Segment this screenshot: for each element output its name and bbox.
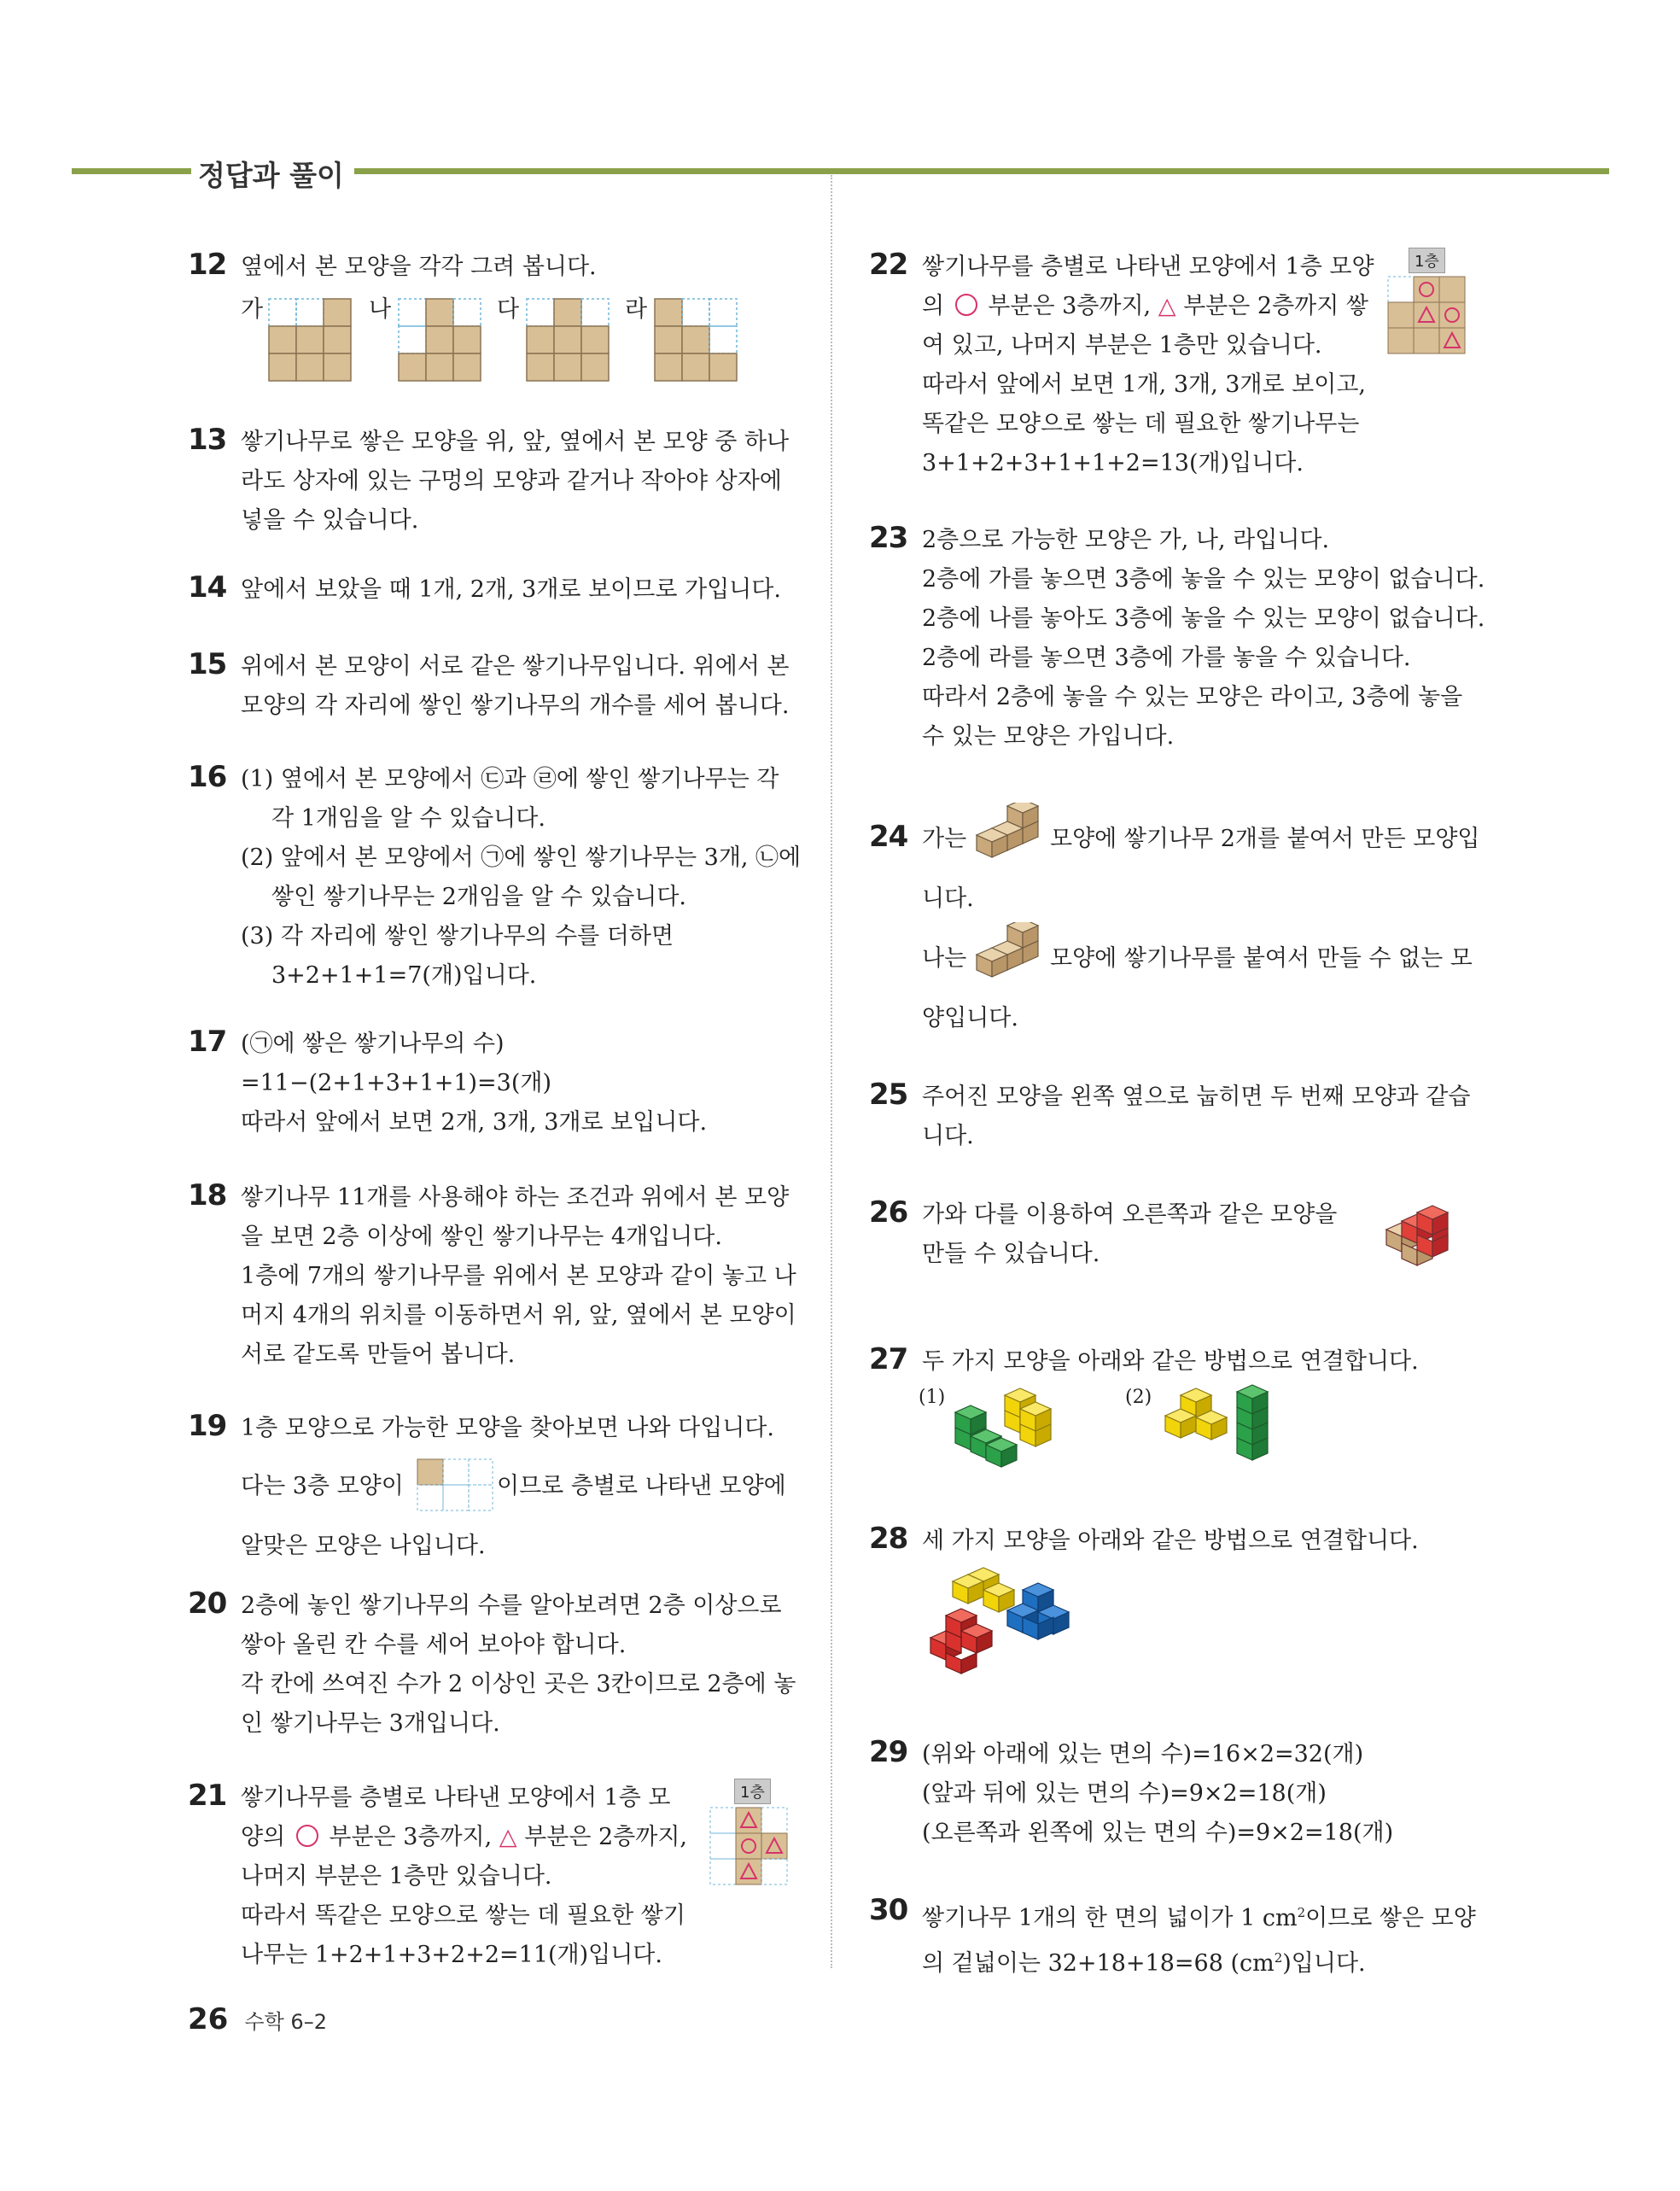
text-line: 쌓아 올린 칸 수를 세어 보아야 합니다. bbox=[241, 1632, 627, 1658]
text-line: 따라서 똑같은 모양으로 쌓는 데 필요한 쌓기 bbox=[241, 1902, 685, 1929]
problem-number: 23 bbox=[869, 521, 908, 555]
layer1-grid bbox=[1386, 275, 1472, 360]
text-line: 인 쌓기나무는 3개입니다. bbox=[241, 1710, 500, 1737]
text-line: 머지 4개의 위치를 이동하면서 위, 앞, 옆에서 본 모양이 bbox=[241, 1302, 796, 1329]
text-line: 쌓기나무 11개를 사용해야 하는 조건과 위에서 본 모양 bbox=[241, 1184, 790, 1211]
text-line: 양의 부분은 3층까지, △ 부분은 2층까지, bbox=[241, 1824, 687, 1850]
text-line: 따라서 앞에서 보면 2개, 3개, 3개로 보입니다. bbox=[241, 1109, 708, 1136]
column-divider bbox=[831, 175, 832, 1968]
page-footer bbox=[188, 2002, 327, 2036]
problem-number: 20 bbox=[188, 1586, 227, 1621]
text-line: 두 가지 모양을 아래와 같은 방법으로 연결합니다. bbox=[922, 1348, 1419, 1375]
text-line: 주어진 모양을 왼쪽 옆으로 눕히면 두 번째 모양과 같습 bbox=[922, 1084, 1471, 1110]
text-line: 나무는 1+2+1+3+2+2=11(개)입니다. bbox=[241, 1942, 662, 1968]
combined-block-shape bbox=[1381, 1195, 1467, 1281]
book-title: 수학 6–2 bbox=[244, 2010, 327, 2034]
block-shape-ga bbox=[965, 803, 1050, 868]
text-line: 위에서 본 모양이 서로 같은 쌓기나무입니다. 위에서 본 bbox=[241, 653, 790, 680]
text-line: 3+2+1+1=7(개)입니다. bbox=[271, 962, 537, 989]
text-line: 넣을 수 있습니다. bbox=[241, 507, 419, 534]
problem-number: 22 bbox=[869, 248, 908, 282]
green-yellow-block bbox=[950, 1383, 1078, 1477]
circle-icon bbox=[296, 1825, 318, 1847]
text-line: 2층에 놓인 쌓기나무의 수를 알아보려면 2층 이상으로 bbox=[241, 1592, 782, 1619]
text-line: (앞과 뒤에 있는 면의 수)=9×2=18(개) bbox=[922, 1780, 1327, 1807]
text-fragment: 다는 3층 모양이 bbox=[241, 1473, 404, 1499]
text-fragment: 가는 bbox=[922, 826, 967, 852]
problem-number: 19 bbox=[188, 1409, 227, 1443]
text-line: 수 있는 모양은 가입니다. bbox=[922, 723, 1175, 750]
text-line: 니다. bbox=[922, 885, 974, 912]
problem-number: 17 bbox=[188, 1025, 227, 1059]
text-line: 양입니다. bbox=[922, 1005, 1018, 1031]
header-rule-right bbox=[354, 168, 1609, 174]
text-line: 따라서 앞에서 보면 1개, 3개, 3개로 보이고, bbox=[922, 371, 1367, 398]
text-line: 1층에 7개의 쌓기나무를 위에서 본 모양과 같이 놓고 나 bbox=[241, 1263, 796, 1289]
text-line: 2층에 가를 놓으면 3층에 놓을 수 있는 모양이 없습니다. bbox=[922, 566, 1485, 593]
text-line: 여 있고, 나머지 부분은 1층만 있습니다. bbox=[922, 332, 1322, 359]
problem-number: 28 bbox=[869, 1522, 908, 1556]
side-view-diagrams bbox=[188, 248, 802, 393]
label-da: 다 bbox=[497, 296, 520, 323]
sub-label: (1) bbox=[919, 1387, 946, 1408]
text-line: 앞에서 보았을 때 1개, 2개, 3개로 보이므로 가입니다. bbox=[241, 576, 781, 603]
block-shape-na bbox=[965, 922, 1050, 987]
text-line: 의 겉넓이는 32+18+18=68 $(cm^2)$입니다. bbox=[922, 1950, 1366, 1977]
label-ga: 가 bbox=[241, 296, 264, 323]
text-line: (㉠에 쌓은 쌓기나무의 수) bbox=[241, 1031, 505, 1057]
text-line: 2층에 나를 놓아도 3층에 놓을 수 있는 모양이 없습니다. bbox=[922, 605, 1485, 632]
problem-number: 26 bbox=[869, 1195, 908, 1230]
problem-number: 30 bbox=[869, 1893, 908, 1927]
text-line: 1층 모양으로 가능한 모양을 찾아보면 나와 다입니다. bbox=[241, 1415, 774, 1441]
text-line: 만들 수 있습니다. bbox=[922, 1241, 1100, 1267]
text-line: 따라서 2층에 놓을 수 있는 모양은 라이고, 3층에 놓을 bbox=[922, 684, 1463, 710]
header-title: 정답과 풀이 bbox=[198, 159, 344, 192]
problem-number: 15 bbox=[188, 647, 227, 681]
text-line: 똑같은 모양으로 쌓는 데 필요한 쌓기나무는 bbox=[922, 411, 1360, 437]
text-line: 세 가지 모양을 아래와 같은 방법으로 연결합니다. bbox=[922, 1528, 1419, 1554]
triangle-icon: △ bbox=[499, 1824, 517, 1850]
text-line: =11−(2+1+3+1+1)=3(개) bbox=[241, 1070, 552, 1096]
text-line: 의 부분은 3층까지, △ 부분은 2층까지 쌓 bbox=[922, 293, 1368, 319]
text-line: 쌓인 쌓기나무는 2개임을 알 수 있습니다. bbox=[271, 884, 686, 910]
circle-icon bbox=[955, 294, 977, 316]
problem-number: 12 bbox=[188, 248, 227, 282]
problem-number: 24 bbox=[869, 820, 908, 854]
sub-label: (2) bbox=[1125, 1387, 1152, 1408]
header-rule-left bbox=[72, 168, 191, 174]
text-line: 2층에 라를 놓으면 3층에 가를 놓을 수 있습니다. bbox=[922, 645, 1411, 671]
text-line: 각 칸에 쓰여진 수가 2 이상인 곳은 3칸이므로 2층에 놓 bbox=[241, 1671, 796, 1697]
layer-badge: 1층 bbox=[734, 1779, 771, 1804]
text-line: 을 보면 2층 이상에 쌓인 쌓기나무는 4개입니다. bbox=[241, 1224, 722, 1250]
text-line: (3) 각 자리에 쌓인 쌓기나무의 수를 더하면 bbox=[241, 923, 674, 949]
text-line: 2층으로 가능한 모양은 가, 나, 라입니다. bbox=[922, 527, 1330, 553]
text-line: 3+1+2+3+1+1+2=13(개)입니다. bbox=[922, 450, 1304, 476]
text-fragment: 모양에 쌓기나무 2개를 붙여서 만든 모양입 bbox=[1050, 826, 1480, 852]
text-line: (위와 아래에 있는 면의 수)=16×2=32(개) bbox=[922, 1741, 1364, 1767]
text-line: 가와 다를 이용하여 오른쪽과 같은 모양을 bbox=[922, 1201, 1338, 1228]
triangle-icon: △ bbox=[1158, 293, 1176, 319]
layer1-grid bbox=[709, 1806, 794, 1891]
text-fragment: 나는 bbox=[922, 945, 967, 972]
text-line: (오른쪽과 왼쪽에 있는 면의 수)=9×2=18(개) bbox=[922, 1820, 1394, 1846]
yellow-green-block bbox=[1155, 1383, 1283, 1477]
text-line: 쌓기나무로 쌓은 모양을 위, 앞, 옆에서 본 모양 중 하나 bbox=[241, 429, 790, 455]
text-line: 알맞은 모양은 나입니다. bbox=[241, 1533, 486, 1559]
text-line: 쌓기나무를 층별로 나타낸 모양에서 1층 모 bbox=[241, 1785, 671, 1811]
label-ra: 라 bbox=[625, 296, 648, 323]
text-line: 니다. bbox=[922, 1123, 974, 1149]
text-line: 모양의 각 자리에 쌓인 쌓기나무의 개수를 세어 봅니다. bbox=[241, 692, 790, 719]
text-line: (2) 앞에서 본 모양에서 ㉠에 쌓인 쌓기나무는 3개, ㉡에 bbox=[241, 844, 802, 871]
text-line: 라도 상자에 있는 구멍의 모양과 같거나 작아야 상자에 bbox=[241, 468, 782, 494]
problem-number: 18 bbox=[188, 1178, 227, 1212]
text-line: (1) 옆에서 본 모양에서 ㉢과 ㉣에 쌓인 쌓기나무는 각 bbox=[241, 766, 779, 792]
text-line: 나머지 부분은 1층만 있습니다. bbox=[241, 1863, 552, 1890]
problem-number: 21 bbox=[188, 1779, 227, 1813]
page-header bbox=[0, 159, 1680, 192]
problem-number: 13 bbox=[188, 423, 227, 457]
text-line: 서로 같도록 만들어 봅니다. bbox=[241, 1341, 516, 1368]
text-fragment: 이므로 층별로 나타낸 모양에 bbox=[497, 1473, 786, 1499]
text-line: 각 1개임을 알 수 있습니다. bbox=[271, 805, 545, 832]
label-na: 나 bbox=[369, 296, 392, 323]
text-line: 옆에서 본 모양을 각각 그려 봅니다. bbox=[241, 254, 597, 280]
page-number: 26 bbox=[188, 2002, 229, 2036]
text-fragment: 모양에 쌓기나무를 붙여서 만들 수 없는 모 bbox=[1050, 945, 1473, 972]
text-line: 쌓기나무를 층별로 나타낸 모양에서 1층 모양 bbox=[922, 254, 1374, 280]
text-line: 쌓기나무 1개의 한 면의 넓이가 1 $cm^2$이므로 쌓은 모양 bbox=[922, 1905, 1476, 1931]
layer-grid-diagram bbox=[417, 1458, 493, 1515]
problem-number: 16 bbox=[188, 760, 227, 794]
problem-number: 29 bbox=[869, 1735, 908, 1769]
problem-number: 27 bbox=[869, 1342, 908, 1376]
problem-number: 14 bbox=[188, 570, 227, 605]
three-color-block bbox=[920, 1564, 1091, 1684]
problem-number: 25 bbox=[869, 1078, 908, 1112]
layer-badge: 1층 bbox=[1409, 248, 1445, 273]
